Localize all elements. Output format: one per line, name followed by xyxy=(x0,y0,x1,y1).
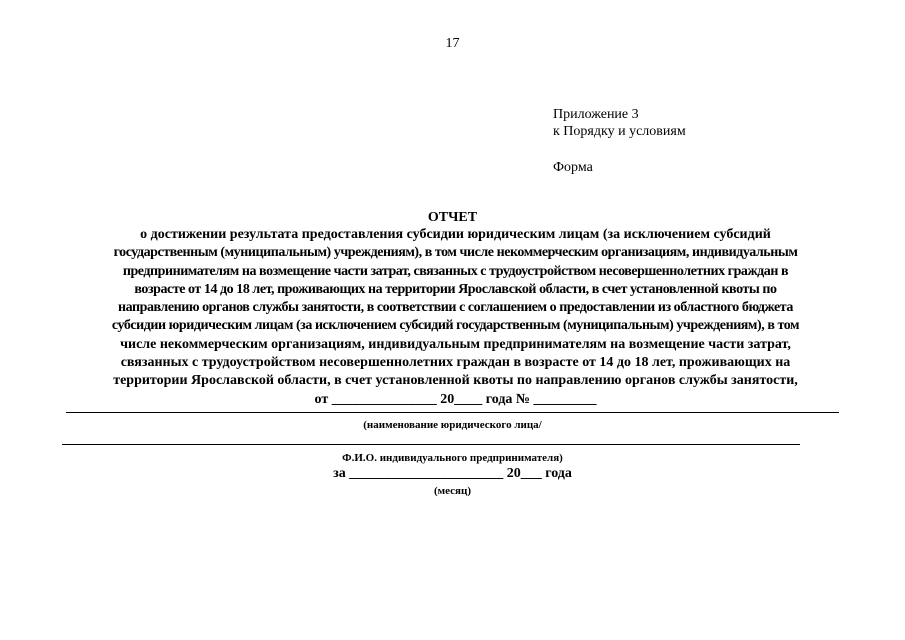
reporting-period-line: за ______________________ 20___ года xyxy=(333,466,572,481)
subtitle-line: о достижении результата предоставления субсидии юридическим лицам (за исключением субсидий xyxy=(140,227,771,242)
entrepreneur-name-blank-line xyxy=(62,444,800,445)
subtitle-line: предпринимателям на возмещение части затрат, связанных с трудоустройством несовершеннолетних граждан в xyxy=(122,263,789,279)
entrepreneur-name-caption: Ф.И.О. индивидуального предпринимателя) xyxy=(342,452,563,464)
subtitle-line: возрасте от 14 до 18 лет, проживающих на территории Ярославской области, в счет установленной квоты по xyxy=(134,281,777,297)
subtitle-date-line: от _______________ 20____ года № _________ xyxy=(314,391,597,407)
subtitle-line: территории Ярославской области, в счет установленной квоты по направлению органов службы занятости, xyxy=(113,373,798,389)
subtitle-line: направлению органов службы занятости, в соответствии с соглашением о предоставлении из областного бюджета xyxy=(118,300,793,316)
subtitle-line: связанных с трудоустройством несовершеннолетних граждан в возрасте от 14 до 18 лет, проживающих на xyxy=(120,355,791,371)
subtitle-line: субсидии юридическим лицам (за исключением субсидий государственным (муниципальным) учреждениям), в том xyxy=(111,318,800,334)
month-caption: (месяц) xyxy=(433,485,471,497)
page-number: 17 xyxy=(445,36,460,51)
document-title: ОТЧЕТ xyxy=(427,210,478,225)
document-subtitle xyxy=(58,226,853,409)
subtitle-line: государственным (муниципальным) учреждениям), в том числе некоммерческим организациям, индивидуальным xyxy=(113,245,798,261)
entity-name-blank-line xyxy=(66,412,839,413)
appendix-line-1: Приложение 3 xyxy=(553,107,639,122)
subtitle-line: числе некоммерческим организациям, индивидуальным предпринимателям на возмещение части затрат, xyxy=(120,336,791,352)
entity-name-caption: (наименование юридического лица/ xyxy=(363,419,542,431)
form-label: Форма xyxy=(553,160,593,175)
appendix-reference xyxy=(553,106,686,140)
appendix-line-2: к Порядку и условиям xyxy=(553,124,686,139)
